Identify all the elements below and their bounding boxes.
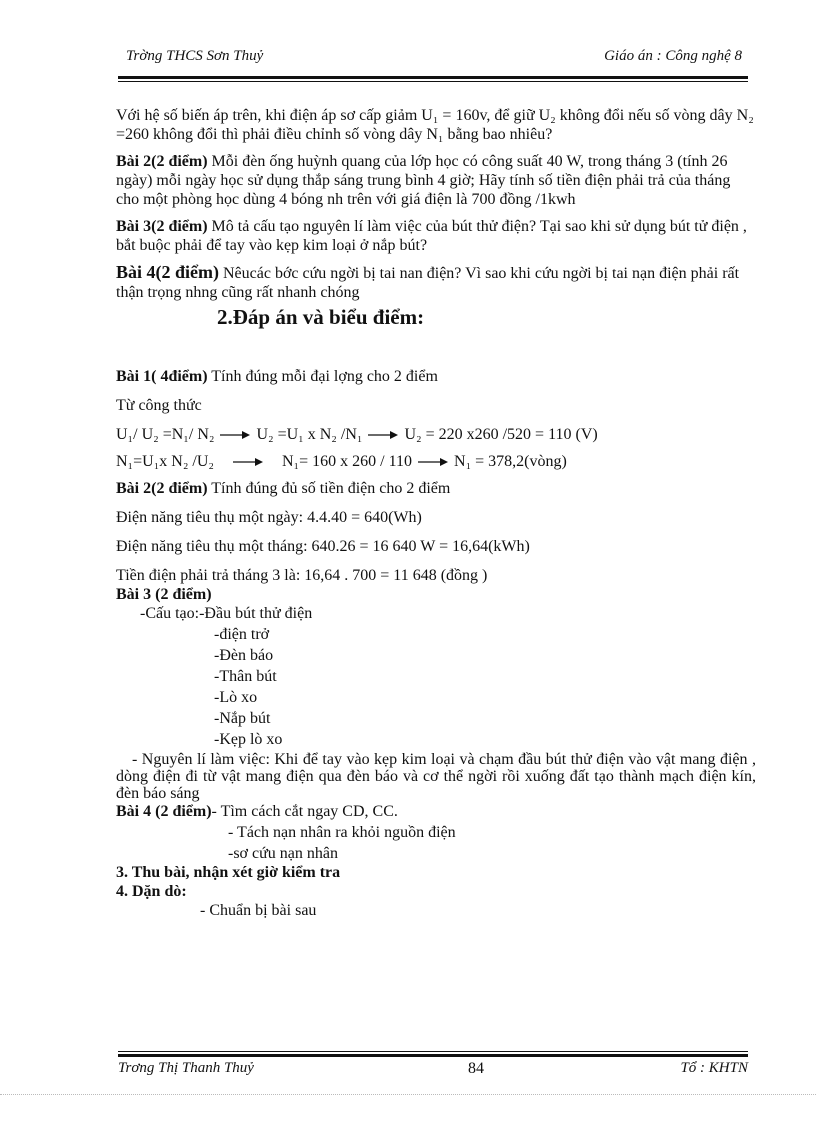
arrow-icon [418,457,448,467]
answers-heading: 2.Đáp án và biểu điểm: [217,305,425,329]
part-item: -Đèn báo [214,647,274,664]
eq2-part-3: N₁ = 378,2(vòng) [454,453,567,470]
answer-4 [116,802,756,821]
arrow-icon [368,430,398,440]
part-item: -Kẹp lò xo [214,731,283,748]
answer-2-text: Tính đúng đủ số tiền điện cho 2 điểm [207,480,451,497]
part-item: -Nắp bút [214,710,271,727]
part-item: -Thân bút [214,668,277,685]
header-rule-thin [118,81,748,82]
eq1-part-3: U₂ = 220 x260 /520 = 110 (V) [404,426,598,443]
part-item: -Lò xo [214,689,258,706]
homework: - Chuẩn bị bài sau [200,902,317,919]
arrow-icon [220,430,250,440]
answer-1 [116,367,756,386]
answer-4-item: -sơ cứu nạn nhân [228,845,338,862]
part-item: -điện trở [214,626,270,643]
document-body [116,106,756,920]
question-3-text: Mô tả cấu tạo nguyên lí làm việc của bút thử điện? Tại sao khi sử dụng bút tử điện , bắt buộc phải để tay vào kẹp kim loại ở nắp bút? [116,218,747,254]
page-bottom-dotted-border [0,1094,816,1095]
answer-3-label: Bài 3 (2 điểm) [116,586,212,603]
section-4: 4. Dặn dò: [116,883,187,900]
answer-2-label: Bài 2(2 điểm) [116,480,208,497]
answer-1-label: Bài 1( 4điểm) [116,368,208,385]
question-4-text: Nêucác bớc cứu ngời bị tai nan điện? Vì sao khi cứu ngời bị tai nạn điện phải rất thận trọng nhng cũng rất nhanh chóng [116,265,740,301]
question-3-label: Bài 3(2 điểm) [116,218,208,235]
eq2-part-1: N₁=U₁x N₂ /U₂ [116,453,214,470]
footer-rule-thick [118,1054,748,1057]
answer-2-line: Điện năng tiêu thụ một ngày: 4.4.40 = 640(Wh) [116,509,422,526]
question-1-tail: Với hệ số biến áp trên, khi điện áp sơ cấp giảm U₁ = 160v, để giữ U₂ không đổi nếu số vòng dây N₂ =260 không đổi thì phải điều chỉnh số vòng dây N₁ bằng bao nhiêu? [116,107,754,143]
answer-2-line: Điện năng tiêu thụ một tháng: 640.26 = 16 640 W = 16,64(kWh) [116,538,530,555]
page-header [118,48,748,70]
equation-line-2 [116,452,756,471]
eq1-part-1: U₁/ U₂ =N₁/ N₂ [116,426,215,443]
answer-2-line: Tiền điện phải trả tháng 3 là: 16,64 . 700 = 11 648 (đồng ) [116,567,488,584]
question-2-label: Bài 2(2 điểm) [116,153,208,170]
answer-2 [116,479,756,498]
header-rule-thick [118,76,748,79]
equation-line-1 [116,425,756,444]
answer-4-label: Bài 4 (2 điểm) [116,803,212,820]
question-3 [116,217,756,255]
answer-3-structure: -Cấu tạo:-Đầu bút thử điện [140,605,313,622]
answer-1-from: Từ công thức [116,397,202,414]
answer-1-text: Tính đúng mỗi đại lợng cho 2 điểm [207,368,438,385]
question-4-label: Bài 4(2 điểm) [116,262,219,282]
answer-4-item: - Tách nạn nhân ra khỏi nguồn điện [228,824,456,841]
page-number: 84 [468,1060,484,1077]
footer-rule-thin [118,1051,748,1052]
page-footer [118,1060,748,1082]
question-2 [116,152,756,209]
section-3: 3. Thu bài, nhận xét giờ kiểm tra [116,864,341,881]
header-school: Trờng THCS Sơn Thuỷ [126,48,264,64]
answer-4-first: - Tìm cách cắt ngay CD, CC. [211,803,398,820]
arrow-icon [228,457,268,467]
footer-author: Trơng Thị Thanh Thuỷ [118,1060,254,1076]
eq1-part-2: U₂ =U₁ x N₂ /N₁ [256,426,363,443]
question-2-text: Mỗi đèn ống huỳnh quang của lớp học có công suất 40 W, trong tháng 3 (tính 26 ngày) mỗi ngày học sử dụng thắp sáng trung bình 4 giờ; Hãy tính số tiền điện phải trả của tháng cho một phòng học dùng 4 bóng nh trên với giá điện là 700 đồng /1kwh [116,153,731,208]
footer-department: Tổ : KHTN [680,1060,748,1076]
header-subject: Giáo án : Công nghệ 8 [604,48,742,64]
eq2-part-2: N₁= 160 x 260 / 110 [282,453,413,470]
question-4 [116,263,756,302]
answer-3-principle: - Nguyên lí làm việc: Khi để tay vào kẹp kim loại và chạm đầu bút thử điện vào vật mang điện , dòng điện đi từ vật mang điện qua đèn báo và cơ thể ngời rồi xuống đất tạo thành mạch điện kín, đèn báo sáng [116,751,756,802]
